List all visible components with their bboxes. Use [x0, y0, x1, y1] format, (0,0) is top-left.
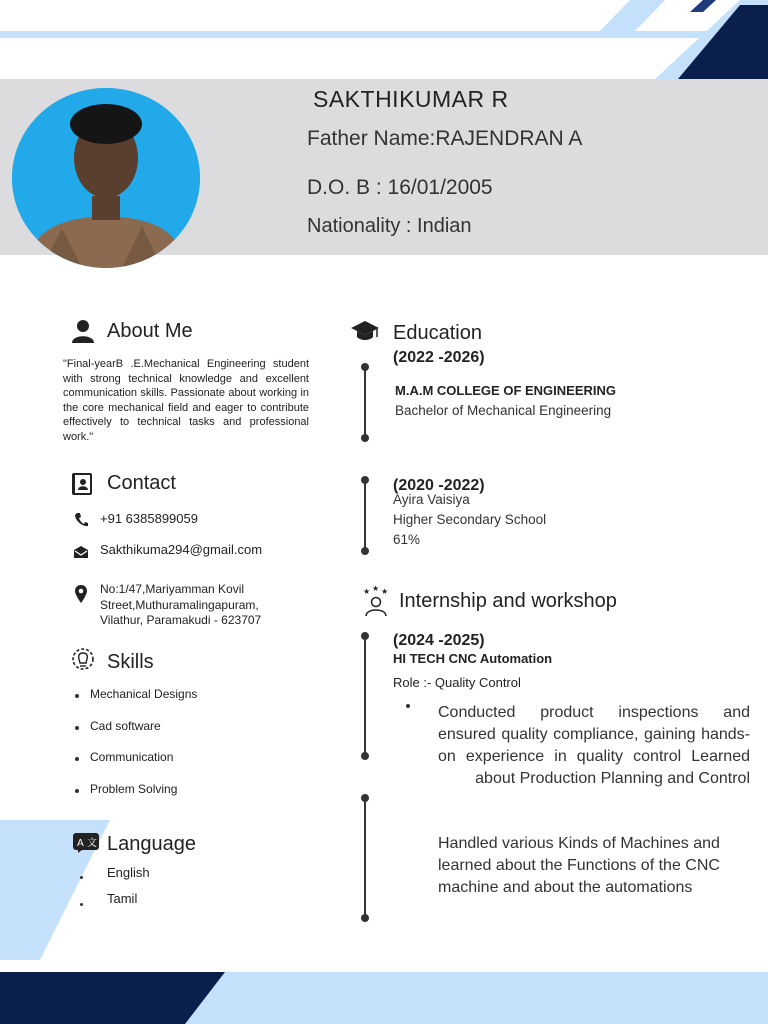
bullet-dot	[80, 903, 83, 906]
bullet-dot	[75, 757, 79, 761]
candidate-name: SAKTHIKUMAR R	[313, 86, 509, 112]
school-type: Higher Secondary School	[393, 512, 547, 527]
svg-text:文: 文	[87, 838, 97, 849]
phone-icon	[74, 512, 88, 528]
skill-item: Mechanical Designs	[90, 687, 198, 701]
timeline-dot	[361, 547, 369, 555]
bullet-dot	[75, 789, 79, 793]
graduation-cap-icon	[350, 319, 380, 343]
svg-text:A: A	[77, 838, 84, 849]
timeline-line	[364, 480, 366, 550]
college-name: M.A.M COLLEGE OF ENGINEERING	[395, 383, 617, 398]
education-title: Education	[393, 322, 482, 344]
contact-book-icon	[70, 472, 94, 496]
skills-title: Skills	[107, 651, 154, 673]
school-name: Ayira Vaisiya	[393, 492, 470, 507]
timeline-line	[364, 367, 366, 437]
email-icon	[73, 545, 89, 559]
timeline-line	[364, 636, 366, 756]
bullet-dot	[75, 726, 79, 730]
translate-icon	[72, 832, 100, 854]
degree: Bachelor of Mechanical Engineering	[395, 403, 612, 418]
father-name: Father Name:RAJENDRAN A	[307, 127, 583, 150]
education-years: (2022 -2026)	[393, 349, 485, 366]
language-title: Language	[107, 833, 196, 855]
date-of-birth: D.O. B : 16/01/2005	[307, 176, 493, 199]
bullet-dot	[406, 704, 410, 708]
svg-text:★: ★	[372, 585, 380, 593]
contact-title: Contact	[107, 472, 176, 494]
timeline-dot	[361, 434, 369, 442]
address-line-3: Vilathur, Paramakudi - 623707	[100, 613, 262, 627]
internship-title: Internship and workshop	[399, 590, 617, 612]
education-years: (2020 -2022)	[393, 477, 485, 494]
nationality: Nationality : Indian	[307, 215, 472, 237]
person-icon	[70, 318, 96, 344]
skill-item: Cad software	[90, 719, 161, 733]
skill-item: Problem Solving	[90, 782, 178, 796]
language-item: Tamil	[107, 891, 138, 906]
timeline-dot	[361, 752, 369, 760]
skill-item: Communication	[90, 750, 174, 764]
svg-text:★: ★	[363, 587, 371, 596]
award-person-icon	[360, 585, 392, 617]
email-address[interactable]: Sakthikuma294@gmail.com	[100, 542, 263, 557]
svg-text:★: ★	[381, 587, 389, 596]
about-text: "Final-yearB .E.Mechanical Engineering student with strong technical knowledge and excellent communication skills. Passionate about working in the core mechanical field and eager to contribute effectively to technical tasks and professional work."	[63, 358, 309, 443]
phone-number[interactable]: +91 6385899059	[100, 511, 198, 526]
timeline-line	[364, 798, 366, 918]
language-item: English	[107, 865, 150, 880]
bullet-dot	[80, 876, 83, 879]
timeline-dot	[361, 914, 369, 922]
address-line-1: No:1/47,Mariyamman Kovil	[100, 582, 245, 596]
school-score: 61%	[393, 532, 421, 547]
address	[100, 582, 261, 629]
about-title: About Me	[107, 320, 193, 342]
bullet-dot	[75, 694, 79, 698]
profile-photo	[12, 88, 200, 268]
lightbulb-gear-icon	[70, 647, 96, 673]
internship-years: (2024 -2025)	[393, 632, 485, 649]
internship-paragraph-2: Handled various Kinds of Machines and learned about the Functions of the CNC machine and about the automations	[438, 835, 720, 896]
internship-role: Role :- Quality Control	[393, 675, 521, 690]
internship-company: HI TECH CNC Automation	[393, 651, 553, 666]
location-icon	[74, 584, 88, 604]
address-line-2: Street,Muthuramalingapuram,	[100, 597, 259, 612]
internship-paragraph-1: Conducted product inspections and ensured quality compliance, gaining hands-on experience in quality control Learned about Production Planning and Control	[438, 704, 750, 787]
